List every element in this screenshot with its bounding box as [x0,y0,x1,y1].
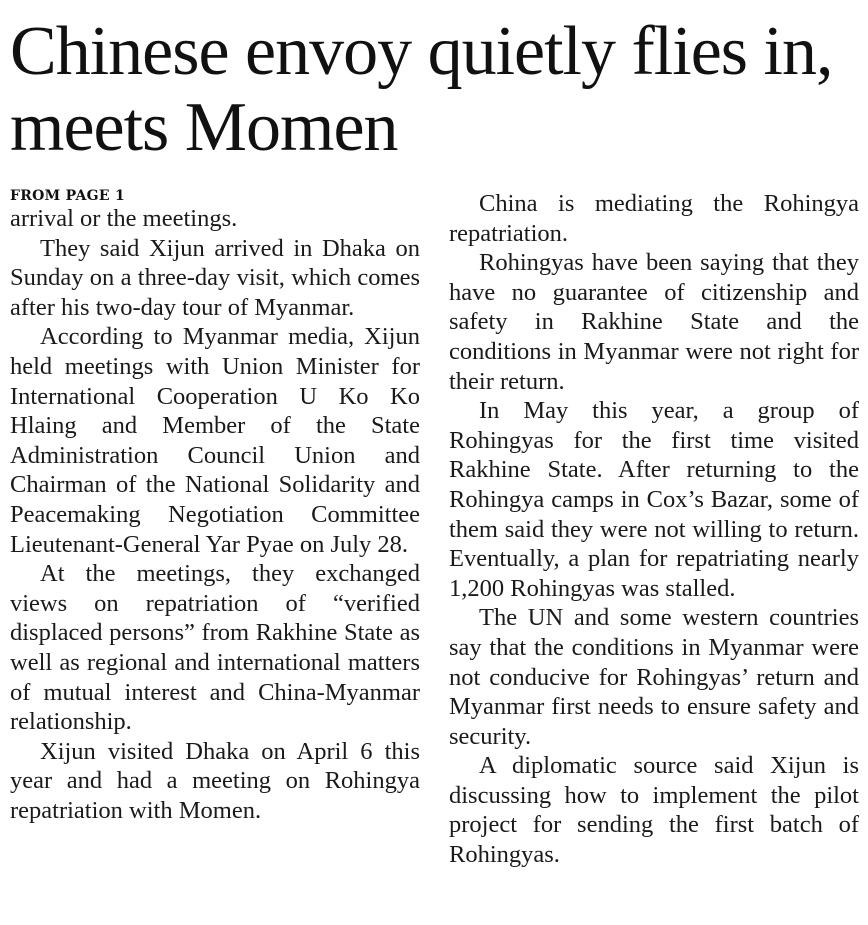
paragraph: The UN and some western countries say that the conditions in Myanmar were not conducive for Rohingyas’ return and Myanmar first needs to ensure safety and security. [449,604,859,750]
jump-label: FROM PAGE 1 [10,188,126,204]
paragraph: Rohingyas have been saying that they have no guarantee of citizenship and safety in Rakhine State and the conditions in Myanmar were not right for their return. [449,249,859,395]
paragraph: In May this year, a group of Rohingyas for the first time visited Rakhine State. After returning to the Rohingya camps in Cox’s Bazar, some of them said they were not willing to return. Eventually, a plan for repatriating nearly 1,200 Rohingyas was stalled. [449,397,859,602]
paragraph: They said Xijun arrived in Dhaka on Sunday on a three-day visit, which comes after his two-day tour of Myanmar. [10,234,420,321]
paragraph: China is mediating the Rohingya repatriation. [449,190,859,247]
paragraph: Xijun visited Dhaka on April 6 this year and had a meeting on Rohingya repatriation with Momen. [10,737,420,824]
paragraph: A diplomatic source said Xijun is discussing how to implement the pilot project for sending the first batch of Rohingyas. [449,752,859,869]
paragraph: At the meetings, they exchanged views on repatriation of “verified displaced persons” from Rakhine State as well as regional and international matters of mutual interest and China-Myanmar relationship. [10,560,420,736]
article-column-right [449,189,859,870]
paragraph: arrival or the meetings. [10,205,238,232]
paragraph: According to Myanmar media, Xijun held meetings with Union Minister for International Cooperation U Ko Ko Hlaing and Member of the State Administration Council Union and Chairman of the National Solidarity and Peacemaking Negotiation Committee Lieutenant-General Yar Pyae on July 28. [10,323,420,558]
headline: Chinese envoy quietly flies in, meets Momen [10,13,833,166]
article-column-left [10,186,420,825]
